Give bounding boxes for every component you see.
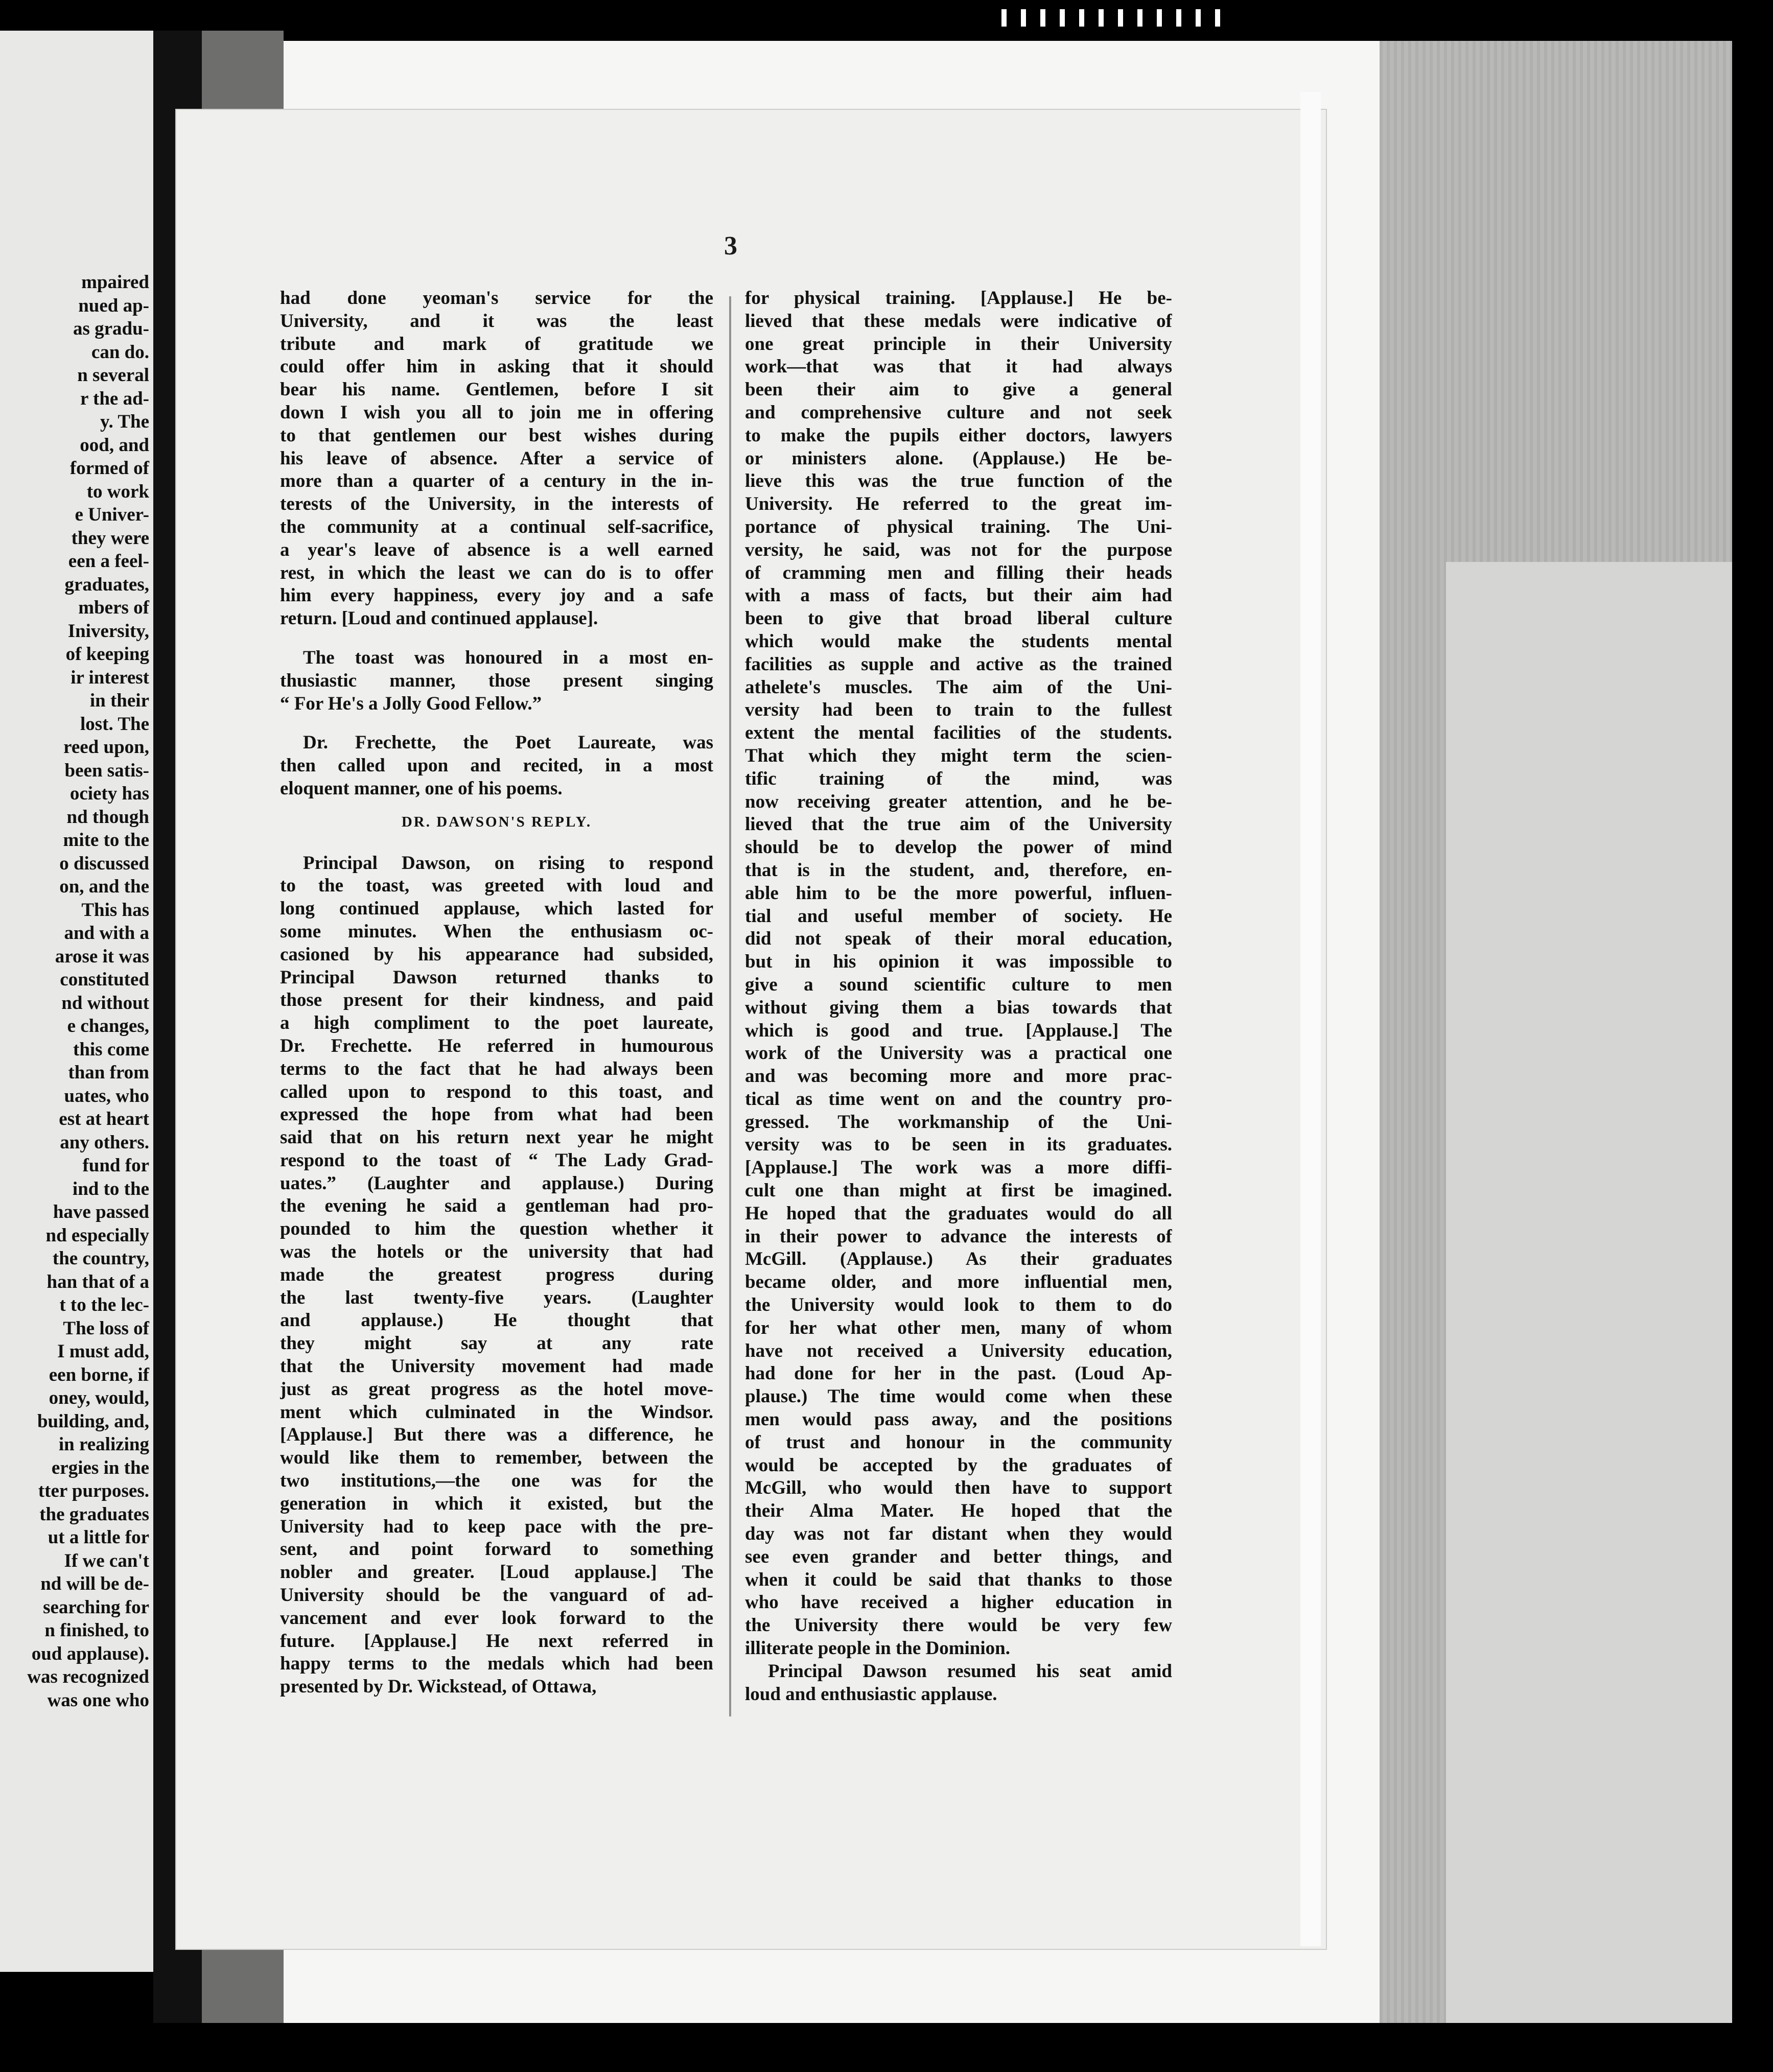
text-line: tial and useful member of society. He [745, 905, 1172, 927]
text-line: made the greatest progress during [280, 1264, 713, 1285]
text-line: for her what other men, many of whom [745, 1317, 1172, 1338]
fragment-line: een a feel- [68, 551, 149, 572]
fragment-line: y. The [100, 411, 149, 432]
fragment-line: Iniversity, [67, 620, 149, 642]
bottom-border [0, 2023, 1773, 2072]
fragment-line: formed of [69, 458, 149, 479]
text-line: Dr. Frechette. He referred in humourous [280, 1035, 713, 1056]
fragment-line: ociety has [69, 783, 149, 804]
text-line: of cramming men and filling their heads [745, 562, 1172, 583]
fragment-line: e changes, [67, 1016, 149, 1037]
text-line: could offer him in asking that it should [280, 356, 713, 378]
text-line: but in his opinion it was impossible to [745, 951, 1172, 973]
fragment-line: the country, [52, 1248, 149, 1269]
fragment-line: of keeping [65, 644, 149, 665]
text-line: McGill. (Applause.) As their graduates [745, 1249, 1172, 1270]
fragment-line: mpaired [81, 272, 149, 293]
text-line: day was not far distant when they would [745, 1523, 1172, 1545]
text-line: casioned by his appearance had subsided, [280, 944, 713, 965]
page-edge [1300, 92, 1321, 1946]
text-line: athelete's muscles. The aim of the Uni- [745, 676, 1172, 698]
text-line: which would make the students mental [745, 630, 1172, 652]
text-line: the community at a continual self-sacrifice, [280, 516, 713, 537]
text-line: versity, he said, was not for the purpose [745, 539, 1172, 560]
paragraph-tribute [280, 287, 713, 630]
fragment-line: was recognized [27, 1666, 149, 1687]
text-line: that the University movement had made [280, 1356, 713, 1377]
paragraph-frechette [280, 732, 713, 800]
text-line: presented by Dr. Wickstead, of Ottawa, [280, 1676, 597, 1698]
fragment-line: ood, and [80, 434, 149, 456]
text-line: illiterate people in the Dominion. [745, 1638, 1010, 1659]
text-line: happy terms to the medals which had been [280, 1653, 713, 1675]
column-rule [729, 296, 731, 1716]
text-line: two institutions,—the one was for the [280, 1470, 713, 1492]
fragment-line: graduates, [64, 574, 149, 595]
text-line: Principal Dawson resumed his seat amid [768, 1660, 1172, 1682]
text-line: gressed. The workmanship of the Uni- [745, 1111, 1172, 1133]
text-line: cult one than might at first be imagined. [745, 1180, 1172, 1202]
text-line: the University there would be very few [745, 1615, 1172, 1636]
text-line: would be accepted by the graduates of [745, 1454, 1172, 1476]
text-line: now receiving greater attention, and he be- [745, 791, 1172, 812]
fragment-line: to work [86, 481, 149, 502]
text-line: with a mass of facts, but their aim had [745, 585, 1172, 606]
text-line: Principal Dawson returned thanks to [280, 967, 713, 988]
fragment-line: any others. [60, 1132, 149, 1153]
text-line: That which they might term the scien- [745, 745, 1172, 766]
fragment-line: han that of a [46, 1271, 149, 1292]
fragment-line: The loss of [63, 1317, 149, 1339]
fragment-line: uates, who [64, 1085, 149, 1106]
text-line: in their power to advance the interests of [745, 1226, 1172, 1247]
column-right [745, 287, 1172, 1706]
fragment-line: reed upon, [63, 737, 149, 758]
left-column-fragment [0, 271, 149, 1712]
text-line: University had to keep pace with the pre- [280, 1516, 713, 1537]
text-line: extent the mental facilities of the students. [745, 722, 1172, 744]
fragment-line: nd will be de- [40, 1573, 149, 1594]
text-line: did not speak of their moral education, [745, 928, 1172, 950]
text-line: terests of the University, in the interests of [280, 493, 713, 515]
fragment-line: as gradu- [73, 318, 149, 339]
fragment-line: searching for [43, 1596, 149, 1618]
text-line: expressed the hope from what had been [280, 1104, 713, 1125]
fragment-line: ir interest [71, 667, 149, 688]
fragment-line: mbers of [78, 597, 149, 618]
fragment-line: than from [68, 1062, 149, 1083]
text-line: would like them to remember, between the [280, 1447, 713, 1469]
fragment-line: can do. [91, 341, 149, 363]
text-line: some minutes. When the enthusiasm oc- [280, 921, 713, 942]
text-line: versity was to be seen in its graduates. [745, 1134, 1172, 1156]
text-line: been to give that broad liberal culture [745, 608, 1172, 629]
text-line: return. [Loud and continued applause]. [280, 608, 598, 629]
text-line: said that on his return next year he might [280, 1127, 713, 1148]
text-line: Principal Dawson, on rising to respond [303, 852, 713, 874]
text-line: [Applause.] The work was a more diffi- [745, 1157, 1172, 1179]
fragment-line: oney, would, [49, 1387, 149, 1408]
text-line: McGill, who would then have to support [745, 1477, 1172, 1499]
fragment-line: was one who [47, 1689, 149, 1711]
text-line: who have received a higher education in [745, 1592, 1172, 1613]
text-line: give a sound scientific culture to men [745, 974, 1172, 995]
fragment-line: nued ap- [78, 295, 149, 316]
text-line: men would pass away, and the positions [745, 1409, 1172, 1430]
text-line: down I wish you all to join me in offering [280, 402, 713, 423]
fragment-line: e Univer- [75, 504, 149, 525]
text-line: nobler and greater. [Loud applause.] The [280, 1562, 713, 1583]
text-line: to that gentlemen our best wishes during [280, 425, 713, 446]
text-line: been their aim to give a general [745, 379, 1172, 401]
text-line: then called upon and recited, in a most [280, 755, 713, 776]
text-line: which is good and true. [Applause.] The [745, 1020, 1172, 1041]
underlying-page-lower [1446, 562, 1732, 2043]
fragment-line: lost. The [80, 713, 149, 735]
fragment-line: ind to the [72, 1178, 149, 1199]
text-line: terms to the fact that he had always been [280, 1058, 713, 1079]
text-line: bear his name. Gentlemen, before I sit [280, 379, 713, 401]
text-line: portance of physical training. The Uni- [745, 516, 1172, 537]
text-line: lieved that these medals were indicative of [745, 310, 1172, 332]
fragment-line: ergies in the [51, 1457, 149, 1478]
paragraph-physical-training [745, 287, 1172, 1660]
text-line: sent, and point forward to something [280, 1539, 713, 1560]
text-line: called upon to respond to this toast, and [280, 1081, 713, 1102]
text-line: generation in which it existed, but the [280, 1493, 713, 1514]
text-line: that is in the student, and, therefore, en- [745, 859, 1172, 881]
text-line: a high compliment to the poet laureate, [280, 1013, 713, 1034]
fragment-line: n finished, to [44, 1620, 149, 1641]
text-line: vancement and ever look forward to the [280, 1607, 713, 1629]
text-line: work of the University was a practical one [745, 1043, 1172, 1064]
section-heading: DR. DAWSON'S REPLY. [401, 813, 592, 830]
text-line: tical as time went on and the country pro- [745, 1088, 1172, 1110]
text-line: have not received a University education, [745, 1340, 1172, 1361]
text-line: ment which culminated in the Windsor. [280, 1401, 713, 1423]
top-edge-marks [1001, 9, 1492, 30]
text-line: his leave of absence. After a service of [280, 448, 713, 469]
fragment-line: this come [73, 1039, 149, 1060]
paragraph-resumed-seat [745, 1660, 1172, 1706]
text-line: for physical training. [Applause.] He be- [745, 288, 1172, 309]
text-line: or ministers alone. (Applause.) He be- [745, 448, 1172, 469]
fragment-line: t to the lec- [59, 1294, 149, 1315]
text-line: pounded to him the question whether it [280, 1218, 713, 1240]
column-left [280, 287, 713, 1699]
text-line: those present for their kindness, and paid [280, 990, 713, 1011]
paragraph-dawson-reply [280, 852, 713, 1699]
text-line: was the hotels or the university that had [280, 1241, 713, 1263]
text-line: University, and it was the least [280, 310, 713, 332]
text-line: Dr. Frechette, the Poet Laureate, was [303, 732, 713, 754]
page-number: 3 [724, 231, 737, 261]
text-line: became older, and more influential men, [745, 1272, 1172, 1293]
text-line: “ For He's a Jolly Good Fellow.” [280, 693, 542, 714]
text-line: The toast was honoured in a most en- [303, 647, 713, 668]
text-line: University should be the vanguard of ad- [280, 1585, 713, 1606]
text-line: their Alma Mater. He hoped that the [745, 1500, 1172, 1522]
fragment-line: fund for [82, 1155, 149, 1176]
fragment-line: I must add, [57, 1341, 149, 1362]
fragment-line: have passed [53, 1202, 149, 1222]
text-line: should be to develop the power of mind [745, 837, 1172, 858]
fragment-line: n several [77, 365, 149, 386]
text-line: and comprehensive culture and not seek [745, 402, 1172, 423]
text-line: respond to the toast of “ The Lady Grad- [280, 1149, 713, 1171]
fragment-line: tter purposes. [38, 1480, 149, 1501]
text-line: and was becoming more and more prac- [745, 1066, 1172, 1087]
fragment-line: building, and, [37, 1410, 149, 1432]
fragment-line: ut a little for [48, 1527, 149, 1548]
text-line: without giving them a bias towards that [745, 997, 1172, 1018]
text-line: see even grander and better things, and [745, 1546, 1172, 1567]
text-line: loud and enthusiastic applause. [745, 1683, 997, 1705]
fragment-line: in realizing [58, 1434, 149, 1455]
text-line: and applause.) He thought that [280, 1310, 713, 1331]
fragment-line: mite to the [63, 830, 149, 851]
text-line: University. He referred to the great im- [745, 493, 1172, 515]
text-line: [Applause.] But there was a difference, he [280, 1424, 713, 1446]
fragment-line: in their [89, 690, 149, 711]
text-line: just as great progress as the hotel move- [280, 1378, 713, 1400]
text-line: one great principle in their University [745, 333, 1172, 355]
text-line: long continued applause, which lasted for [280, 898, 713, 920]
text-line: thusiastic manner, those present singing [280, 670, 713, 691]
text-line: the University would look to them to do [745, 1294, 1172, 1316]
text-line: to the toast, was greeted with loud and [280, 875, 713, 897]
fragment-line: and with a [64, 923, 149, 944]
text-line: him every happiness, every joy and a safe [280, 585, 713, 606]
text-line: had done yeoman's service for the [280, 288, 713, 309]
fragment-line: the graduates [39, 1503, 149, 1525]
text-line: lieved that the true aim of the University [745, 814, 1172, 835]
fragment-line: nd without [61, 992, 149, 1014]
text-line: facilities as supple and active as the trained [745, 653, 1172, 675]
fragment-line: been satis- [64, 760, 149, 781]
fragment-line: een borne, if [49, 1364, 149, 1385]
fragment-line: oud applause). [31, 1643, 149, 1664]
text-line: rest, in which the least we can do is to offer [280, 562, 713, 583]
fragment-line: r the ad- [80, 388, 149, 409]
text-line: tribute and mark of gratitude we [280, 333, 713, 355]
text-line: more than a quarter of a century in the in- [280, 470, 713, 492]
text-line: they might say at any rate [280, 1333, 713, 1354]
text-line: to make the pupils either doctors, lawyers [745, 425, 1172, 446]
fragment-line: on, and the [59, 876, 149, 897]
fragment-line: nd especially [45, 1225, 149, 1246]
text-line: versity had been to train to the fullest [745, 699, 1172, 721]
text-line: the last twenty-five years. (Laughter [280, 1287, 713, 1308]
text-line: had done for her in the past. (Loud Ap- [745, 1363, 1172, 1384]
fragment-line: If we can't [64, 1550, 149, 1571]
fragment-line: they were [71, 527, 149, 549]
fragment-line: o discussed [59, 853, 149, 874]
fragment-line: This has [81, 899, 149, 921]
fragment-line: arose it was [55, 946, 149, 967]
text-line: lieve this was the true function of the [745, 470, 1172, 492]
text-line: a year's leave of absence is a well earned [280, 539, 713, 560]
text-line: when it could be said that thanks to those [745, 1569, 1172, 1590]
fragment-line: est at heart [59, 1109, 149, 1129]
text-line: the evening he said a gentleman had pro- [280, 1195, 713, 1217]
text-line: eloquent manner, one of his poems. [280, 778, 563, 799]
text-line: future. [Applause.] He next referred in [280, 1630, 713, 1652]
text-line: uates.” (Laughter and applause.) During [280, 1172, 713, 1194]
fragment-line: constituted [60, 969, 149, 990]
paragraph-toast-honoured [280, 647, 713, 715]
text-line: He hoped that the graduates would do all [745, 1203, 1172, 1224]
fragment-line: nd though [66, 806, 149, 828]
text-line: work—that was that it had always [745, 356, 1172, 378]
text-line: plause.) The time would come when these [745, 1386, 1172, 1407]
top-border [209, 0, 1737, 31]
text-line: of trust and honour in the community [745, 1431, 1172, 1453]
text-line: tific training of the mind, was [745, 768, 1172, 789]
text-line: able him to be the more powerful, influen- [745, 882, 1172, 904]
